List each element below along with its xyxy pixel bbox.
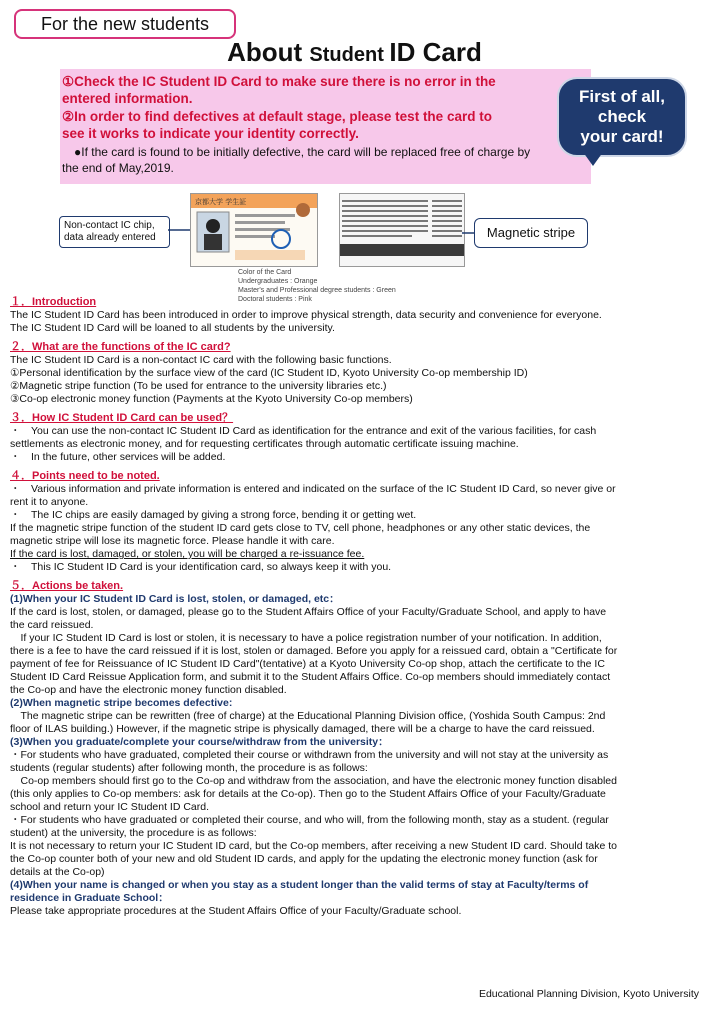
subsection-heading: (4)When your name is changed or when you stay as a student longer than the valid terms of stay at Faculty/terms of — [10, 879, 589, 891]
paragraph: ・ This IC Student ID Card is your identification card, so always keep it with you. — [10, 561, 392, 573]
notice-line: ●If the card is found to be initially defective, the card will be replaced free of charge by — [62, 145, 531, 159]
notice-line: the end of May,2019. — [62, 161, 174, 175]
footer-credit: Educational Planning Division, Kyoto University — [478, 988, 699, 1000]
notice-line: see it works to indicate your identity correctly. — [62, 126, 359, 141]
paragraph: payment of fee for Reissuance of IC Student ID Card"(tentative) at a Kyoto University Co-op shop, attach the certificate to the IC — [10, 658, 605, 670]
paragraph: ・For students who have graduated or completed their course, and who will, from the following month, stay as a student. (regular — [10, 814, 609, 826]
title-part-about: About — [227, 37, 310, 67]
paragraph: The IC Student ID Card is a non-contact IC card with the following basic functions. — [10, 354, 392, 366]
paragraph: ・ You can use the non-contact IC Student ID Card as identification for the entrance and exit of the various facilities, for cash — [10, 425, 597, 437]
callout-line: data already entered — [64, 232, 156, 243]
magnetic-stripe-callout: Magnetic stripe — [474, 218, 588, 248]
paragraph: The magnetic stripe can be rewritten (free of charge) at the Educational Planning Division office, (Yoshida South Campus: 2nd — [10, 710, 606, 722]
card-back-image — [339, 193, 465, 267]
paragraph: ③Co-op electronic money function (Payments at the Kyoto University Co-op members) — [10, 393, 413, 405]
title-part-student: Student — [309, 44, 390, 66]
caption-line: Doctoral students : Pink — [238, 296, 312, 303]
bubble-line: check — [597, 107, 647, 126]
card-front-graphic — [191, 194, 317, 266]
paragraph: (this only applies to Co-op members: ask for details at the Co-op). Then go to the Student Affairs Office of your Faculty/Graduate — [10, 788, 606, 800]
paragraph: Student ID Card Reissue Application form, and submit it to the Student Affairs Office. Co-op members should immediately contact — [10, 671, 611, 683]
page-title — [0, 37, 709, 70]
paragraph: floor of ILAS building.) However, if the magnetic stripe is physically damaged, there will be a charge to have the card reissued. — [10, 723, 595, 735]
paragraph: ・ The IC chips are easily damaged by giving a strong force, bending it or getting wet. — [10, 509, 417, 521]
paragraph: ②Magnetic stripe function (To be used for entrance to the university libraries etc.) — [10, 380, 387, 392]
section-heading: １．Introduction — [10, 296, 97, 308]
bubble-line: your card! — [580, 127, 664, 146]
paragraph: ・ Various information and private information is entered and indicated on the surface of the IC Student ID Card, so never give or — [10, 483, 616, 495]
section-heading: ２．What are the functions of the IC card? — [10, 341, 231, 353]
paragraph: the Co-op counter both of your new and old Student ID cards, and apply for the updating the electronic money function (ask for — [10, 853, 598, 865]
paragraph: there is a fee to have the card reissued if it is lost, stolen or damaged. Before you apply for a reissued card, obtain a "Certificate for — [10, 645, 618, 657]
subsection-heading: (2)When magnetic stripe becomes defective: — [10, 697, 233, 709]
subsection-heading: (3)When you graduate/complete your course/withdraw from the university： — [10, 736, 389, 748]
audience-tag: For the new students — [14, 9, 236, 39]
paragraph: magnetic stripe will lose its magnetic force. Please handle it with care. — [10, 535, 335, 547]
paragraph: student) at the university, the procedure is as follows: — [10, 827, 257, 839]
paragraph: settlements as electronic money, and for requesting certificates through automatic certificate issuing machine. — [10, 438, 519, 450]
paragraph: The IC Student ID Card has been introduced in order to improve physical strength, data security and convenience for everyone. — [10, 309, 602, 321]
notice-line: entered information. — [62, 91, 193, 106]
section-heading: ３．How IC Student ID Card can be used？ — [10, 412, 234, 424]
paragraph: Co-op members should first go to the Co-op and withdraw from the association, and have the electronic money function disabled — [10, 775, 617, 787]
notice-line: ①Check the IC Student ID Card to make sure there is no error in the — [62, 74, 496, 89]
paragraph: the Co-op and have the electronic money function disabled. — [10, 684, 287, 696]
subsection-heading: (1)When your IC Student ID Card is lost, stolen, or damaged, etc： — [10, 593, 340, 605]
section-heading: ５．Actions be taken. — [10, 580, 124, 592]
document-body — [10, 296, 702, 918]
section-heading: ４．Points need to be noted. — [10, 470, 160, 482]
paragraph: It is not necessary to return your IC Student ID card, but the Co-op members, after receiving a new Student ID card. Should take to — [10, 840, 617, 852]
paragraph: rent it to anyone. — [10, 496, 89, 508]
paragraph: the card reissued. — [10, 619, 94, 631]
card-front-image — [190, 193, 318, 267]
ic-chip-callout — [59, 216, 170, 248]
paragraph: Please take appropriate procedures at the Student Affairs Office of your Faculty/Graduate school. — [10, 905, 462, 917]
paragraph: details at the Co-op) — [10, 866, 105, 878]
notice-box — [60, 69, 591, 184]
check-card-bubble — [557, 77, 687, 157]
paragraph: If your IC Student ID Card is lost or stolen, it is necessary to have a police registration number of your notification. In addition, — [10, 632, 602, 644]
caption-line: Color of the Card — [238, 269, 292, 276]
bubble-line: First of all, — [579, 87, 665, 106]
paragraph: If the magnetic stripe function of the student ID card gets close to TV, cell phone, headphones or any other static devices, the — [10, 522, 591, 534]
title-part-card: ID Card — [389, 37, 482, 67]
callout-line: Non-contact IC chip, — [64, 220, 155, 231]
subsection-heading: residence in Graduate School： — [10, 892, 169, 904]
caption-line: Undergraduates : Orange — [238, 278, 318, 285]
notice-line: ②In order to find defectives at default stage, please test the card to — [62, 109, 492, 124]
bubble-tail — [583, 152, 603, 166]
paragraph: students (regular students) after following month, the procedure is as follows: — [10, 762, 368, 774]
caption-line: Master's and Professional degree students : Green — [238, 287, 396, 294]
paragraph: The IC Student ID Card will be loaned to all students by the university. — [10, 322, 335, 334]
paragraph: If the card is lost, stolen, or damaged, please go to the Student Affairs Office of your Faculty/Graduate School, and apply to have — [10, 606, 607, 618]
paragraph: ・ In the future, other services will be added. — [10, 451, 226, 463]
card-back-graphic — [340, 194, 464, 266]
paragraph: ①Personal identification by the surface view of the card (IC Student ID, Kyoto University Co-op membership ID) — [10, 367, 528, 379]
paragraph: school and return your IC Student ID Card. — [10, 801, 210, 813]
card-front-university: 京都大学 学生証 — [195, 198, 247, 206]
paragraph-underlined: If the card is lost, damaged, or stolen, you will be charged a re-issuance fee. — [10, 548, 365, 560]
paragraph: ・For students who have graduated, completed their course or withdrawn from the university and will not stay at the university as — [10, 749, 609, 761]
